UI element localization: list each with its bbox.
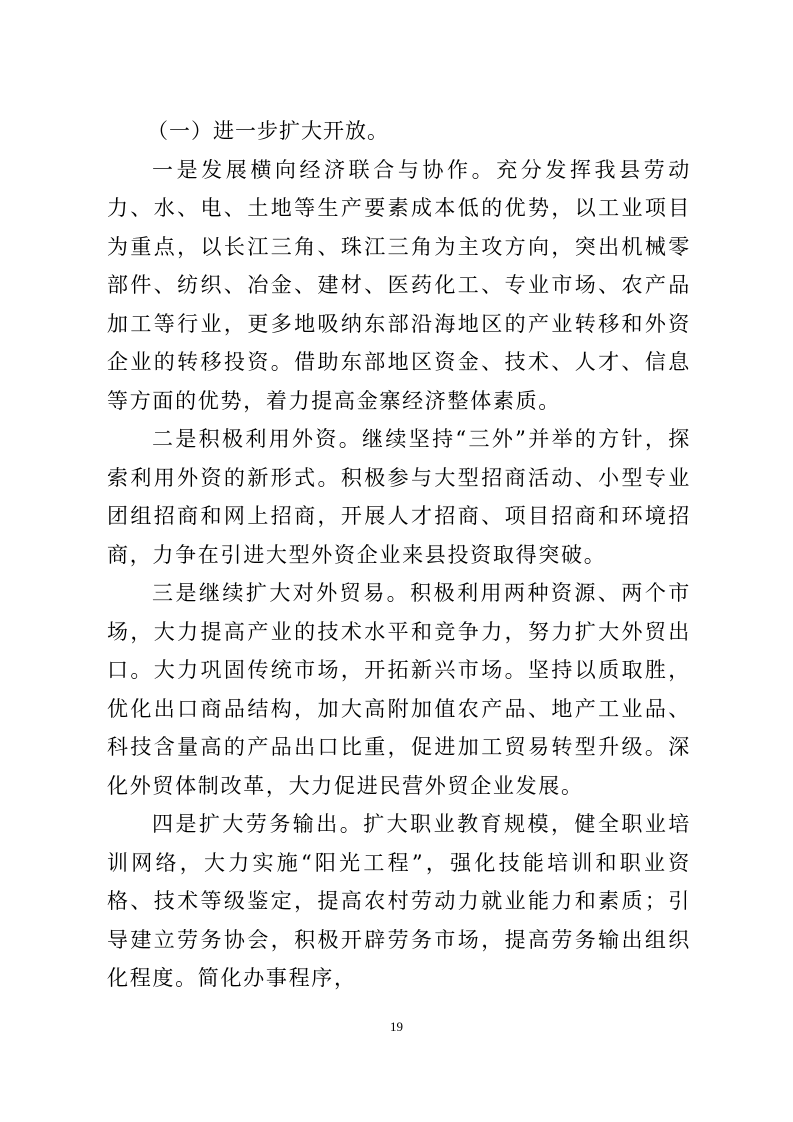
page-body bbox=[107, 112, 691, 998]
paragraph-foreign-investment: 二是积极利用外资。继续坚持“三外”并举的方针，探索利用外资的新形式。积极参与大型招商活动、小型专业团组招商和网上招商，开展人才招商、项目招商和环境招商，力争在引进大型外资企业来县投资取得突破。 bbox=[107, 427, 691, 567]
page-number: 19 bbox=[390, 1019, 403, 1034]
paragraph-foreign-cooperation: 一是发展横向经济联合与协作。充分发挥我县劳动力、水、电、土地等生产要素成本低的优势，以工业项目为重点，以长江三角、珠江三角为主攻方向，突出机械零部件、纺织、冶金、建材、医药化工、专业市场、农产品加工等行业，更多地吸纳东部沿海地区的产业转移和外资企业的转移投资。借助东部地区资金、技术、人才、信息等方面的优势，着力提高金寨经济整体素质。 bbox=[107, 157, 691, 413]
paragraph-foreign-trade: 三是继续扩大对外贸易。积极利用两种资源、两个市场，大力提高产业的技术水平和竞争力，努力扩大外贸出口。大力巩固传统市场，开拓新兴市场。坚持以质取胜，优化出口商品结构，加大高附加值农产品、地产工业品、科技含量高的产品出口比重，促进加工贸易转型升级。深化外贸体制改革，大力促进民营外贸企业发展。 bbox=[107, 581, 691, 798]
section-heading: （一）进一步扩大开放。 bbox=[147, 119, 389, 143]
paragraph-labor-export: 四是扩大劳务输出。扩大职业教育规模，健全职业培训网络，大力实施“阳光工程”，强化技能培训和职业资格、技术等级鉴定，提高农村劳动力就业能力和素质；引导建立劳务协会，积极开辟劳务市场，提高劳务输出组织化程度。简化办事程序， bbox=[107, 812, 691, 990]
